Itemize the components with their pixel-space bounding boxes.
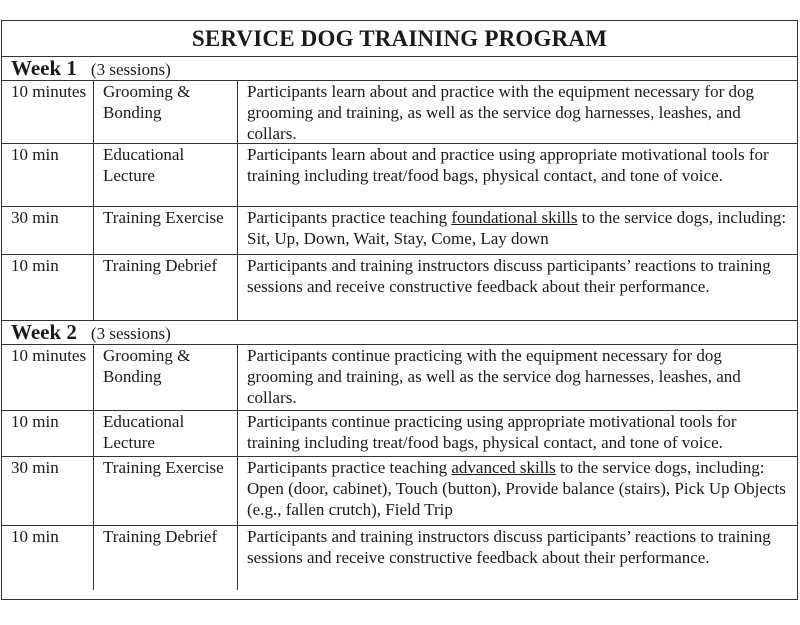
description-cell: Participants and training instructors discuss participants’ reactions to training sessions and receive constructive feedback about their performance. — [247, 527, 771, 567]
description-cell: Participants learn about and practice using appropriate motivational tools for training including treat/food bags, physical contact, and tone of voice. — [247, 145, 769, 185]
description-cell: Participants learn about and practice with the equipment necessary for dog grooming and training, as well as the service dog harnesses, leashes, and collars. — [247, 82, 754, 143]
time-cell: 30 min — [2, 207, 94, 254]
description-text: to the service dogs, including: Sit, Up, Down, Wait, Stay, Come, Lay down — [247, 208, 787, 248]
activity-cell: Training Exercise — [94, 207, 238, 254]
description-text: Participants practice teaching — [247, 208, 452, 227]
description-text: Participants practice teaching — [247, 458, 452, 477]
foundational-skills-link-text: foundational skills — [451, 208, 578, 227]
advanced-skills-link-text: advanced skills — [451, 458, 556, 477]
description-text: to the service dogs, including: Open (door, cabinet), Touch (button), Provide balance (stairs), Pick Up Objects (e.g., fallen crutch), Field Trip — [247, 458, 786, 519]
week-label: Week 2 — [11, 320, 77, 344]
time-cell: 10 min — [2, 526, 94, 590]
description-cell — [238, 457, 797, 525]
time-cell: 10 minutes — [2, 345, 94, 410]
table-row — [2, 411, 797, 457]
description-cell: Participants and training instructors discuss participants’ reactions to training sessions and receive constructive feedback about their performance. — [247, 256, 771, 296]
description-cell: Participants continue practicing with the equipment necessary for dog grooming and training, as well as the service dog harnesses, leashes, and collars. — [247, 346, 741, 407]
time-cell: 10 min — [2, 411, 94, 456]
activity-cell: Grooming & Bonding — [94, 345, 238, 410]
time-cell: 10 min — [2, 255, 94, 320]
table-row — [2, 457, 797, 526]
training-program-table — [1, 20, 798, 600]
week-label: Week 1 — [11, 56, 77, 80]
activity-cell: Training Debrief — [94, 255, 238, 320]
week-1-header — [2, 57, 797, 81]
table-row — [2, 345, 797, 411]
table-row — [2, 526, 797, 590]
time-cell: 10 minutes — [2, 81, 94, 143]
week-2-header — [2, 321, 797, 345]
table-row — [2, 207, 797, 255]
description-cell: Participants continue practicing using appropriate motivational tools for training including treat/food bags, physical contact, and tone of voice. — [247, 412, 737, 452]
activity-cell: Educational Lecture — [94, 144, 238, 206]
activity-cell: Training Exercise — [94, 457, 238, 525]
week-sessions: (3 sessions) — [90, 324, 171, 343]
table-row — [2, 81, 797, 144]
week-sessions: (3 sessions) — [90, 60, 171, 79]
activity-cell: Grooming & Bonding — [94, 81, 238, 143]
table-row — [2, 255, 797, 321]
description-cell — [238, 207, 797, 254]
table-title: SERVICE DOG TRAINING PROGRAM — [2, 21, 797, 57]
time-cell: 30 min — [2, 457, 94, 525]
table-row — [2, 144, 797, 207]
time-cell: 10 min — [2, 144, 94, 206]
activity-cell: Training Debrief — [94, 526, 238, 590]
activity-cell: Educational Lecture — [94, 411, 238, 456]
